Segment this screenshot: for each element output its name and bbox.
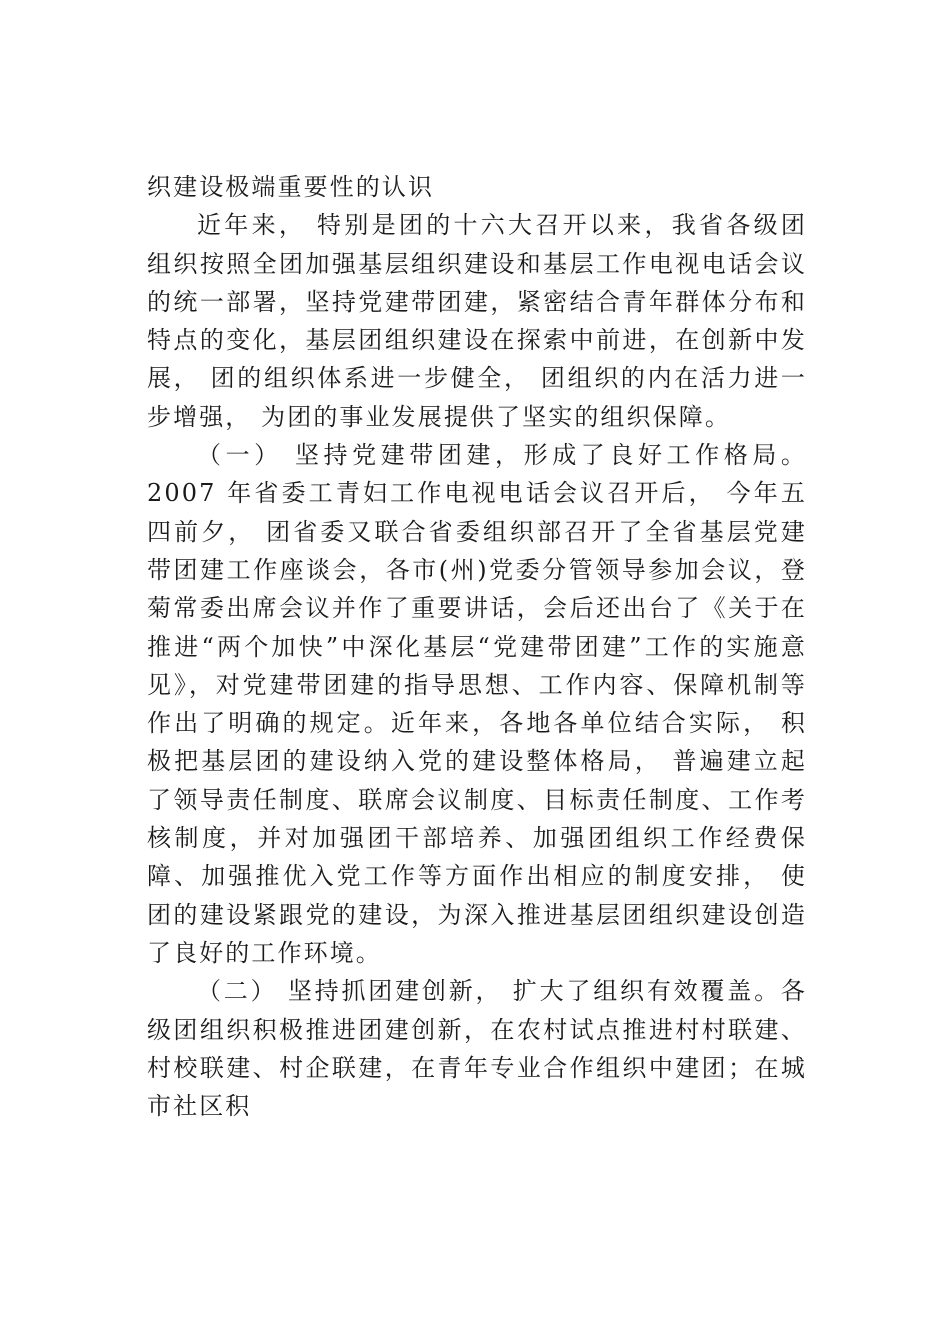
continued-paragraph: 织建设极端重要性的认识: [147, 173, 435, 201]
intro-paragraph: 近年来， 特别是团的十六大召开以来，我省各级团组织按照全团加强基层组织建设和基层工作电视电话会议的统一部署，坚持党建带团建，紧密结合青年群体分布和特点的变化，基层团组织建设在探索中前进，在创新中发展， 团的组织体系进一步健全， 团组织的内在活力进一步增强， 为团的事业发展提供了坚实的组织保障。: [147, 211, 807, 431]
section-two-paragraph: （二） 坚持抓团建创新， 扩大了组织有效覆盖。各级团组织积极推进团建创新，在农村试点推进村村联建、村校联建、村企联建，在青年专业合作组织中建团；在城市社区积: [147, 977, 807, 1121]
section-one-paragraph: （一） 坚持党建带团建，形成了良好工作格局。 2007 年省委工青妇工作电视电话会议召开后， 今年五四前夕， 团省委又联合省委组织部召开了全省基层党建带团建工作座谈会，各市(州)党委分管领导参加会议，登菊常委出席会议并作了重要讲话，会后还出台了《关于在推进“两个加快”中深化基层“党建带团建”工作的实施意见》，对党建带团建的指导思想、工作内容、保障机制等作出了明确的规定。近年来，各地各单位结合实际， 积极把基层团的建设纳入党的建设整体格局， 普遍建立起了领导责任制度、联席会议制度、目标责任制度、工作考核制度，并对加强团干部培养、加强团组织工作经费保障、加强推优入党工作等方面作出相应的制度安排， 使团的建设紧跟党的建设，为深入推进基层团组织建设创造了良好的工作环境。: [147, 441, 807, 967]
document-body: [147, 168, 807, 1125]
